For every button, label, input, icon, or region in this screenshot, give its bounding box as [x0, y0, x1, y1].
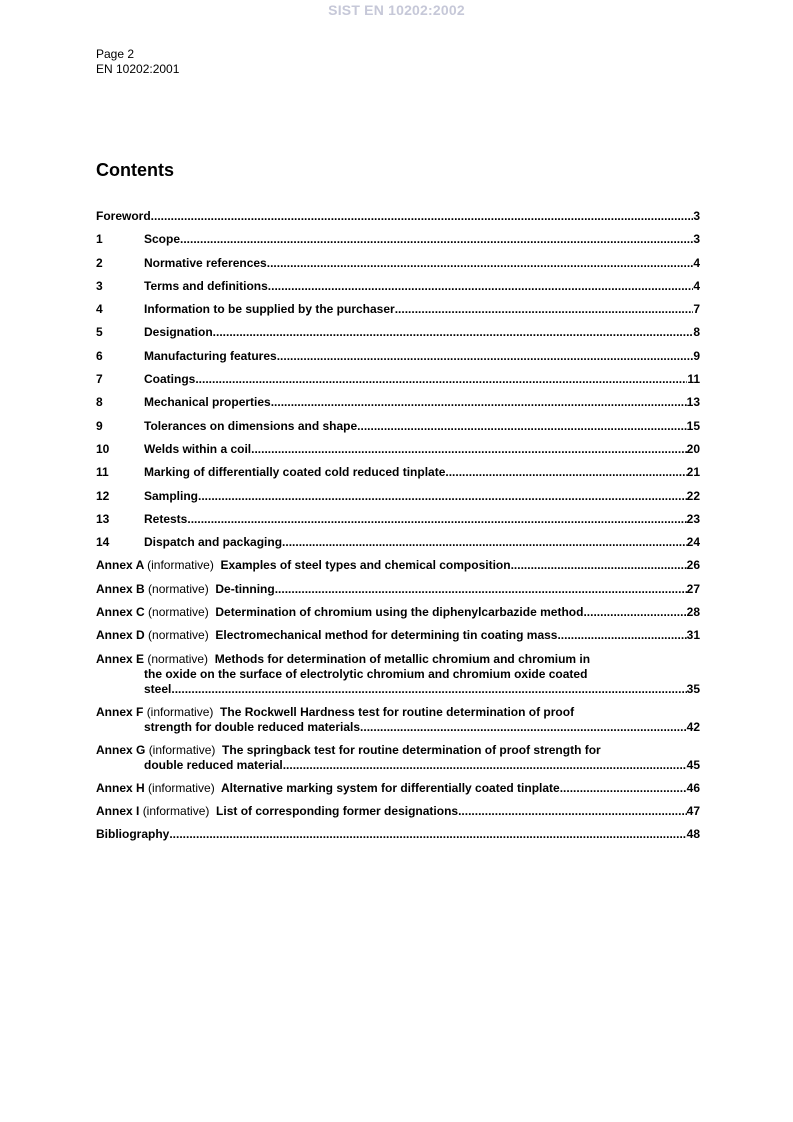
leader-dots: [282, 535, 687, 550]
toc-page: 45: [686, 757, 700, 772]
toc-number: 7: [96, 372, 103, 387]
annex-title-line2: strength for double reduced materials: [144, 719, 361, 734]
toc-entry[interactable]: [96, 349, 700, 372]
toc-page: 7: [693, 302, 700, 317]
toc-page: 11: [687, 372, 700, 387]
annex-type: (normative): [148, 605, 209, 620]
annex-label: Annex H: [96, 780, 145, 795]
annex-title: Electromechanical method for determining tin coating mass: [215, 628, 558, 643]
toc-entry[interactable]: [96, 512, 700, 535]
toc-number: 11: [96, 465, 109, 480]
toc-title: Terms and definitions: [144, 278, 268, 293]
toc-page: 23: [686, 511, 700, 526]
standard-id: EN 10202:2001: [96, 62, 180, 76]
toc-title: Coatings: [144, 372, 196, 387]
toc-number: 5: [96, 325, 103, 340]
leader-dots: [360, 720, 687, 735]
toc-page: 48: [686, 827, 700, 842]
toc-number: 12: [96, 488, 110, 503]
toc-page: 47: [686, 803, 700, 818]
toc-title: Dispatch and packaging: [144, 535, 283, 550]
toc-entry[interactable]: [96, 489, 700, 512]
toc-entry[interactable]: [96, 232, 700, 255]
toc-page: 42: [686, 719, 700, 734]
toc-annex-e[interactable]: [96, 652, 700, 697]
toc-entry-foreword[interactable]: [96, 209, 700, 232]
toc-number: 6: [96, 348, 103, 363]
annex-type: (normative): [148, 581, 209, 596]
toc-page: 3: [693, 209, 700, 223]
toc-title: Mechanical properties: [144, 395, 271, 410]
annex-title: Examples of steel types and chemical composition: [220, 558, 511, 573]
toc-title: Foreword: [96, 209, 151, 223]
leader-dots: [271, 395, 687, 410]
annex-title: De-tinning: [215, 581, 275, 596]
leader-dots: [187, 512, 686, 527]
leader-dots: [213, 325, 694, 340]
annex-label: Annex C: [96, 605, 145, 620]
toc-page: 28: [686, 605, 700, 620]
toc-number: 3: [96, 278, 103, 293]
toc-entry[interactable]: [96, 395, 700, 418]
toc-number: 9: [96, 418, 103, 433]
leader-dots: [275, 582, 687, 597]
annex-label: Annex I: [96, 803, 140, 818]
toc-title: Marking of differentially coated cold reduced tinplate: [144, 465, 446, 480]
leader-dots: [195, 372, 687, 387]
toc-title: Tolerances on dimensions and shape: [144, 418, 358, 433]
toc-number: 13: [96, 511, 110, 526]
table-of-contents: [96, 209, 700, 851]
annex-type: (informative): [146, 704, 214, 719]
annex-title-line2: double reduced material: [144, 757, 283, 772]
annex-title: Determination of chromium using the diphenylcarbazide method: [215, 605, 584, 620]
annex-type: (normative): [148, 628, 209, 643]
toc-page: 13: [686, 395, 700, 410]
toc-entry[interactable]: [96, 256, 700, 279]
toc-title: Retests: [144, 511, 188, 526]
toc-entry[interactable]: [96, 442, 700, 465]
toc-annex-g[interactable]: [96, 743, 700, 773]
toc-title: Scope: [144, 232, 181, 247]
annex-label: Annex G: [96, 742, 146, 757]
leader-dots: [583, 605, 686, 620]
leader-dots: [268, 279, 694, 294]
toc-page: 26: [686, 558, 700, 573]
toc-page: 21: [686, 465, 700, 480]
toc-page: 15: [686, 418, 700, 433]
toc-entry[interactable]: [96, 279, 700, 302]
annex-label: Annex E: [96, 651, 145, 666]
annex-type: (informative): [148, 742, 216, 757]
toc-page: 20: [686, 441, 700, 456]
leader-dots: [171, 682, 686, 697]
toc-title: Bibliography: [96, 827, 170, 842]
toc-page: 3: [693, 232, 700, 247]
toc-title: Designation: [144, 325, 213, 340]
toc-annex-f[interactable]: [96, 705, 700, 735]
leader-dots: [445, 465, 686, 480]
toc-annex-c[interactable]: [96, 605, 700, 628]
toc-title: Information to be supplied by the purchaser: [144, 302, 395, 317]
toc-page: 24: [686, 535, 700, 550]
toc-annex-d[interactable]: [96, 628, 700, 651]
page-number: Page 2: [96, 47, 135, 61]
toc-entry-bibliography[interactable]: [96, 827, 700, 850]
toc-entry[interactable]: [96, 535, 700, 558]
toc-number: 4: [96, 302, 103, 317]
leader-dots: [511, 558, 687, 573]
watermark: SIST EN 10202:2002: [328, 2, 465, 18]
toc-page: 22: [686, 488, 700, 503]
annex-label: Annex B: [96, 581, 145, 596]
annex-title-line1: Methods for determination of metallic chromium and chromium in: [214, 651, 591, 666]
toc-annex-a[interactable]: [96, 558, 700, 581]
leader-dots: [169, 827, 686, 842]
toc-page: 35: [686, 681, 700, 696]
toc-page: 27: [686, 581, 700, 596]
leader-dots: [198, 489, 687, 504]
leader-dots: [277, 349, 694, 364]
leader-dots: [267, 256, 694, 271]
toc-annex-b[interactable]: [96, 582, 700, 605]
toc-number: 8: [96, 395, 103, 410]
toc-annex-h[interactable]: [96, 781, 700, 804]
toc-entry[interactable]: [96, 302, 700, 325]
annex-type: (normative): [147, 651, 209, 666]
annex-title-line3: steel: [144, 681, 172, 696]
annex-title-line1: The springback test for routine determination of proof strength for: [222, 742, 601, 757]
toc-entry[interactable]: [96, 419, 700, 442]
toc-title: Manufacturing features: [144, 348, 277, 363]
annex-title-line1: The Rockwell Hardness test for routine determination of proof: [220, 704, 575, 719]
annex-title-line2: the oxide on the surface of electrolytic chromium and chromium oxide coated: [144, 666, 588, 681]
toc-page: 46: [686, 780, 700, 795]
toc-number: 14: [96, 535, 110, 550]
leader-dots: [180, 232, 693, 247]
annex-type: (informative): [148, 780, 215, 795]
annex-label: Annex F: [96, 704, 144, 719]
toc-page: 4: [693, 255, 700, 270]
toc-number: 1: [96, 232, 103, 247]
toc-annex-i[interactable]: [96, 804, 700, 827]
leader-dots: [458, 804, 687, 819]
toc-title: Normative references: [144, 255, 267, 270]
toc-number: 2: [96, 255, 103, 270]
contents-title: Contents: [96, 160, 174, 180]
toc-page: 31: [686, 628, 700, 643]
leader-dots: [151, 209, 694, 224]
annex-title: List of corresponding former designations: [216, 803, 459, 818]
toc-number: 10: [96, 441, 110, 456]
toc-title: Sampling: [144, 488, 199, 503]
annex-label: Annex D: [96, 628, 145, 643]
leader-dots: [283, 758, 687, 773]
toc-page: 9: [693, 348, 700, 363]
annex-type: (informative): [142, 803, 210, 818]
leader-dots: [357, 419, 686, 434]
toc-page: 8: [693, 325, 700, 340]
annex-type: (informative): [147, 558, 214, 573]
leader-dots: [560, 781, 687, 796]
leader-dots: [557, 628, 686, 643]
annex-label: Annex A: [96, 558, 144, 573]
toc-entry[interactable]: [96, 465, 700, 488]
leader-dots: [395, 302, 694, 317]
toc-title: Welds within a coil: [144, 441, 252, 456]
toc-entry[interactable]: [96, 325, 700, 348]
leader-dots: [251, 442, 687, 457]
toc-entry[interactable]: [96, 372, 700, 395]
annex-title: Alternative marking system for differentially coated tinplate: [220, 780, 560, 795]
page-header: [96, 47, 179, 77]
toc-page: 4: [693, 278, 700, 293]
